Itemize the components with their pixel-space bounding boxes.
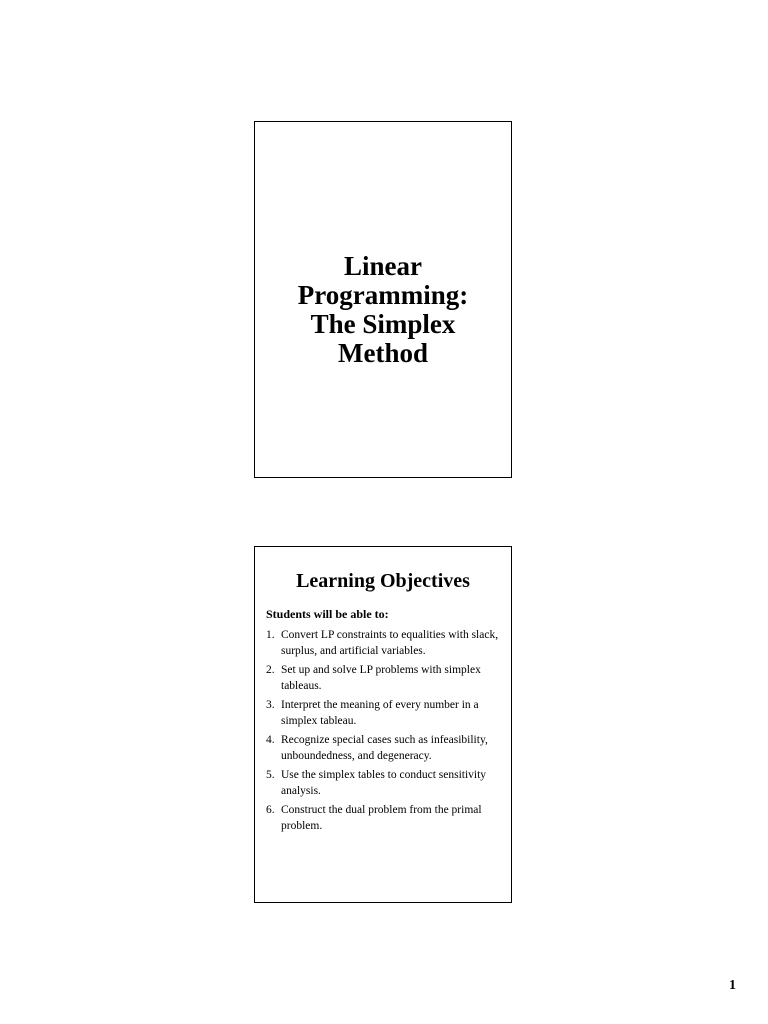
objective-item — [266, 767, 505, 799]
page-number: 1 — [729, 978, 736, 993]
objective-number: 6. — [266, 804, 275, 816]
objective-text: Convert LP constraints to equalities with slack, surplus, and artificial variables. — [281, 629, 499, 657]
objective-number: 4. — [266, 734, 275, 746]
title-line: The Simplex — [310, 309, 456, 339]
title-line: Linear — [344, 251, 422, 281]
objective-number: 5. — [266, 769, 275, 781]
objective-item — [266, 732, 505, 764]
slide-title — [255, 252, 511, 368]
objectives-list — [255, 627, 511, 834]
objective-number: 3. — [266, 699, 275, 711]
objective-text: Interpret the meaning of every number in a simplex tableau. — [281, 699, 479, 727]
objective-item — [266, 697, 505, 729]
objective-text: Recognize special cases such as infeasibility, unboundedness, and degeneracy. — [281, 734, 488, 762]
title-line: Method — [338, 338, 428, 368]
objective-item — [266, 627, 505, 659]
title-slide — [254, 121, 512, 478]
objective-item — [266, 802, 505, 834]
objective-number: 2. — [266, 664, 275, 676]
objectives-slide — [254, 546, 512, 903]
objective-text: Use the simplex tables to conduct sensitivity analysis. — [281, 769, 487, 797]
objectives-intro: Students will be able to: — [266, 607, 389, 621]
objective-text: Set up and solve LP problems with simplex tableaus. — [281, 664, 481, 692]
objective-item — [266, 662, 505, 694]
objectives-heading: Learning Objectives — [296, 570, 470, 592]
objective-text: Construct the dual problem from the primal problem. — [281, 804, 482, 832]
title-line: Programming: — [297, 280, 469, 310]
objective-number: 1. — [266, 629, 275, 641]
